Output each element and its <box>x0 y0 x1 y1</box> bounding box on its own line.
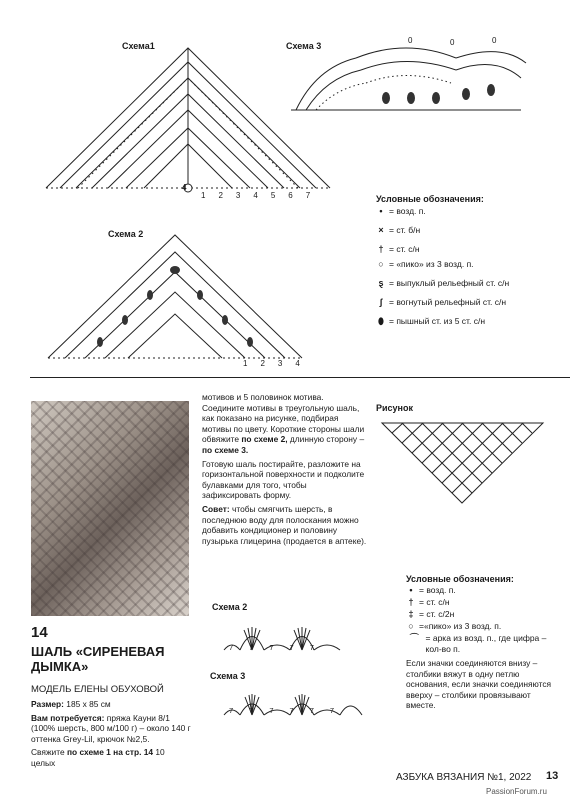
row-number: 3 <box>235 191 241 200</box>
scheme3-title: Схема 3 <box>286 41 322 51</box>
arch-count: 7 <box>309 706 314 715</box>
arch-count: 7 <box>249 643 254 652</box>
scheme2-numbers <box>243 359 300 368</box>
figure-title: Рисунок <box>376 403 413 413</box>
scheme3-mark: 0 <box>408 36 413 45</box>
picot-icon: ○ <box>408 621 414 631</box>
legend-item: ○ = «пико» из 3 возд. п. <box>376 259 566 270</box>
back-post-icon: ʃ <box>379 297 383 307</box>
row-number: 4 <box>253 191 258 200</box>
shawl-diagram <box>380 420 545 505</box>
bottom-scheme2-title: Схема 2 <box>212 602 248 612</box>
front-post-icon: ȿ <box>378 278 384 288</box>
bottom-scheme3-title: Схема 3 <box>210 671 246 681</box>
legend-item: ʃ = вогнутый рельефный ст. с/н <box>376 297 566 308</box>
scheme2-title: Схема 2 <box>108 229 144 239</box>
article-left-text: Размер: 185 х 85 см Вам потребуется: пряжа Кауни 8/1 (100% шерсть, 800 м/100 г) – около 140 г оттенка Grey-Lil, крючок №2,5. Свяжите по схеме 1 на стр. 14 10 целых <box>31 699 191 768</box>
watermark: PassionForum.ru <box>486 787 547 796</box>
legend-item: ȿ = выпуклый рельефный ст. с/н <box>376 278 566 289</box>
legend-item: ‡ = ст. с/2н <box>406 609 556 620</box>
arch-count: 7 <box>249 706 254 715</box>
scheme2-chart <box>40 230 310 365</box>
pattern-title: ШАЛЬ «СИРЕНЕВАЯ ДЫМКА» <box>31 644 165 674</box>
model-photo <box>31 401 189 616</box>
row-number: 4 <box>295 359 300 368</box>
page-number: 13 <box>546 770 559 782</box>
magazine-name: АЗБУКА ВЯЗАНИЯ №1, 2022 <box>396 772 532 783</box>
dc-icon: † <box>408 597 414 607</box>
legend-item: ⌒ = арка из возд. п., где цифра – кол-во п. <box>406 633 556 655</box>
row-number: 2 <box>218 191 223 200</box>
row-number: 6 <box>288 191 293 200</box>
legend-bottom <box>406 574 556 711</box>
row-number: 7 <box>305 191 311 200</box>
arch-icon: ⌒ <box>409 633 419 643</box>
arch-count: 7 <box>289 706 294 715</box>
scheme1-numbers <box>201 191 310 200</box>
row-number: 1 <box>201 191 206 200</box>
dc2-icon: ‡ <box>408 609 414 619</box>
legend-item: × = ст. б/н <box>376 225 566 236</box>
pattern-number: 14 <box>31 624 48 641</box>
row-number: 3 <box>277 359 283 368</box>
scheme1-title: Схема1 <box>122 41 155 51</box>
arch-count: 7 <box>269 706 274 715</box>
designer: МОДЕЛЬ ЕЛЕНЫ ОБУХОВОЙ <box>31 684 164 695</box>
arch-count: 7 <box>329 706 335 715</box>
legend-note: Если значки соединяются внизу – столбики вяжут в одну петлю основания, если значки соединяются вверху – столбики провязывают вместе. <box>406 658 552 711</box>
arch-count: 7 <box>309 643 314 652</box>
arch-count: 7 <box>229 706 234 715</box>
dot-icon: • <box>379 206 383 216</box>
legend-item: • = возд. п. <box>376 206 566 217</box>
article-right-text: мотивов и 5 половинок мотива. Соедините мотивы в треугольную шаль, как показано на рисунке, подбирая мотивы по цвету. Короткие стороны шали обвяжите по схеме 2, длинную сторону – по схеме 3. Готовую шаль постирайте, разложите на горизонтальной поверхности и подколите булавками для того, чтобы зафиксировать форму. Совет: чтобы смягчить шерсть, в последнюю воду для полоскания можно добавить кондиционер и половину пузырька глицерина (продается в аптеке). <box>202 392 367 546</box>
legend-item: ○ =«пико» из 3 возд. п. <box>406 621 556 632</box>
legend-item: † = ст. с/н <box>406 597 556 608</box>
picot-icon: ○ <box>378 259 384 269</box>
legend-item: ⬮ = пышный ст. из 5 ст. с/н <box>376 316 566 327</box>
row-number: 5 <box>270 191 276 200</box>
dc-icon: † <box>378 244 384 254</box>
scheme1-center-mark: 4 <box>182 183 187 192</box>
legend-bottom-title: Условные обозначения: <box>406 574 514 584</box>
row-number: 1 <box>243 359 248 368</box>
legend-top-title: Условные обозначения: <box>376 194 484 204</box>
arch-count: 7 <box>229 643 234 652</box>
legend-item: † = ст. с/н <box>376 244 566 255</box>
bottom-scheme2-marks <box>229 643 314 652</box>
scheme3-chart <box>286 38 536 113</box>
arch-count: 7 <box>269 643 274 652</box>
scheme3-mark: 0 <box>492 36 497 45</box>
row-number: 2 <box>260 359 265 368</box>
puff-icon: ⬮ <box>378 316 384 326</box>
scheme3-mark: 0 <box>450 38 455 47</box>
legend-top <box>376 194 566 327</box>
section-divider <box>30 377 570 378</box>
bottom-scheme3-marks <box>229 706 334 715</box>
arch-count: 7 <box>289 643 294 652</box>
legend-item: • = возд. п. <box>406 585 556 596</box>
cross-icon: × <box>378 225 384 235</box>
dot-icon: • <box>409 585 413 595</box>
